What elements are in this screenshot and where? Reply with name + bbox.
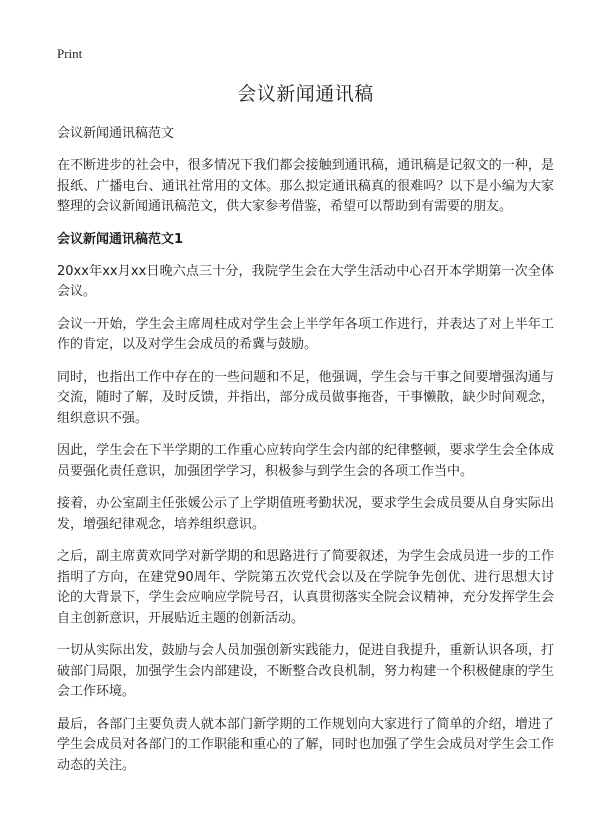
page-title: 会议新闻通讯稿 — [237, 83, 374, 105]
body-paragraph: 会议一开始，学生会主席周柱成对学生会上半学年各项工作进行，并表达了对上半年工作的肯定，以及对学生会成员的希冀与鼓励。 — [57, 316, 554, 352]
body-paragraph: 最后，各部门主要负责人就本部门新学期的工作规划向大家进行了简单的介绍，增进了 学生会成员对各部门的工作职能和重心的了解，同时也加强了学生会成员对学生会工作动态的关注。 — [57, 716, 554, 773]
print-link[interactable]: Print — [57, 46, 83, 61]
body-paragraph: 接着，办公室副主任张媛公示了上学期值班考勤状况，要求学生会成员要从自身实际出发，增强纪律观念，培养组织意识。 — [57, 496, 554, 532]
section-heading: 会议新闻通讯稿范文1 — [57, 231, 184, 247]
body-paragraph: 因此，学生会在下半学期的工作重心应转向学生会内部的纪律整顿，要求学生会全体成员要强化责任意识，加强团学学习，积极参与到学生会的各项工作当中。 — [57, 443, 554, 479]
body-paragraph: 同时，也指出工作中存在的一些问题和不足，他强调，学生会与干事之间要增强沟通与交流，随时了解，及时反馈，并指出，部分成员做事拖沓，干事懒散，缺少时间观念，组织意识不强。 — [57, 369, 554, 426]
document-subtitle: 会议新闻通讯稿范文 — [57, 126, 175, 141]
intro-paragraph: 在不断进步的社会中，很多情况下我们都会接触到通讯稿，通讯稿是记叙文的一种，是报纸、广播电台、通讯社常用的文体。那么拟定通讯稿真的很难吗？以下是小编为大家整理的会议新闻通讯稿范文，供大家参考借鉴，希望可以帮助到有需要的朋友。 — [57, 158, 554, 214]
body-paragraph: 20xx年xx月xx日晚六点三十分，我院学生会在大学生活动中心召开本学期第一次全体会议。 — [57, 263, 554, 299]
body-paragraph: 之后，副主席黄欢同学对新学期的和思路进行了简要叙述，为学生会成员进一步的工作指明了方向，在建党90周年、学院第五次党代会以及在学院争先创优、进行思想大讨论的大背景下，学生会应响应学院号召，认真贯彻落实全院会议精神，充分发挥学生会 自主创新意识，开展贴近主题的创新活动。 — [57, 549, 554, 626]
body-paragraph: 一切从实际出发，鼓励与会人员加强创新实践能力，促进自我提升，重新认识各项，打破部门局限，加强学生会内部建设，不断整合改良机制，努力构建一个积极健康的学生会工作环境。 — [57, 643, 554, 699]
